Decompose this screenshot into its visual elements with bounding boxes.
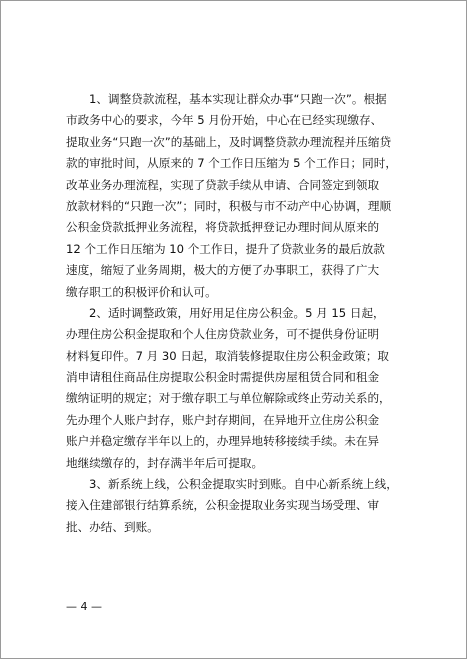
text-line: 缴存职工的积极评价和认可。 [66,284,217,299]
text-line: 速度，缩短了业务周期，极大的方便了办事职工，获得了广大 [66,263,380,278]
paragraph-2 [66,303,408,474]
text-line: 消申请租住商品住房提取公积金时需提供房屋租赁合同和租金 [66,370,380,385]
text-line: 先办理个人账户封存，账户封存期间，在异地开立住房公积金 [66,412,380,427]
text-line: 账户并稳定缴存半年以上的，办理异地转移接续手续。未在异 [66,434,380,449]
text-line: 2、适时调整政策，用好用足住房公积金。5 月 15 日起， [89,305,385,320]
text-line: 地继续缴存的，封存满半年后可提取。 [66,455,264,470]
text-line: 接入住建部银行结算系统，公积金提取业务实现当场受理、审 [66,498,380,513]
paragraph-1 [66,89,408,303]
text-line: 材料复印件。7 月 30 日起，取消装修提取住房公积金政策；取 [66,348,390,363]
text-line: 放款材料的“只跑一次”；同时，积极与市不动产中心协调，理顺 [66,198,392,213]
text-line: 改革业务办理流程，实现了贷款手续从申请、合同签定到领取 [66,177,380,192]
page-number: — 4 — [66,600,102,613]
text-line: 办理住房公积金提取和个人住房贷款业务，可不提供身份证明 [66,327,380,342]
text-line: 3、新系统上线，公积金提取实时到账。自中心新系统上线， [89,477,398,492]
text-line: 款的审批时间，从原来的 7 个工作日压缩为 5 个工作日；同时， [66,156,397,171]
text-line: 12 个工作日压缩为 10 个工作日，提升了贷款业务的最后放款 [66,241,385,256]
paragraph-3 [66,474,408,538]
text-line: 1、调整贷款流程，基本实现让群众办事“只跑一次”。根据 [89,92,387,106]
text-line: 提取业务“只跑一次”的基础上，及时调整贷款办理流程并压缩贷 [66,134,392,149]
text-line: 公积金贷款抵押业务流程，将贷款抵押登记办理时间从原来的 [66,220,380,235]
text-line: 缴纳证明的规定；对于缴存职工与单位解除或终止劳动关系的， [66,391,391,406]
document-body [66,89,408,538]
text-line: 市政务中心的要求，今年 5 月份开始，中心在已经实现缴存、 [66,113,383,128]
text-line: 批、办结、到账。 [66,519,159,534]
